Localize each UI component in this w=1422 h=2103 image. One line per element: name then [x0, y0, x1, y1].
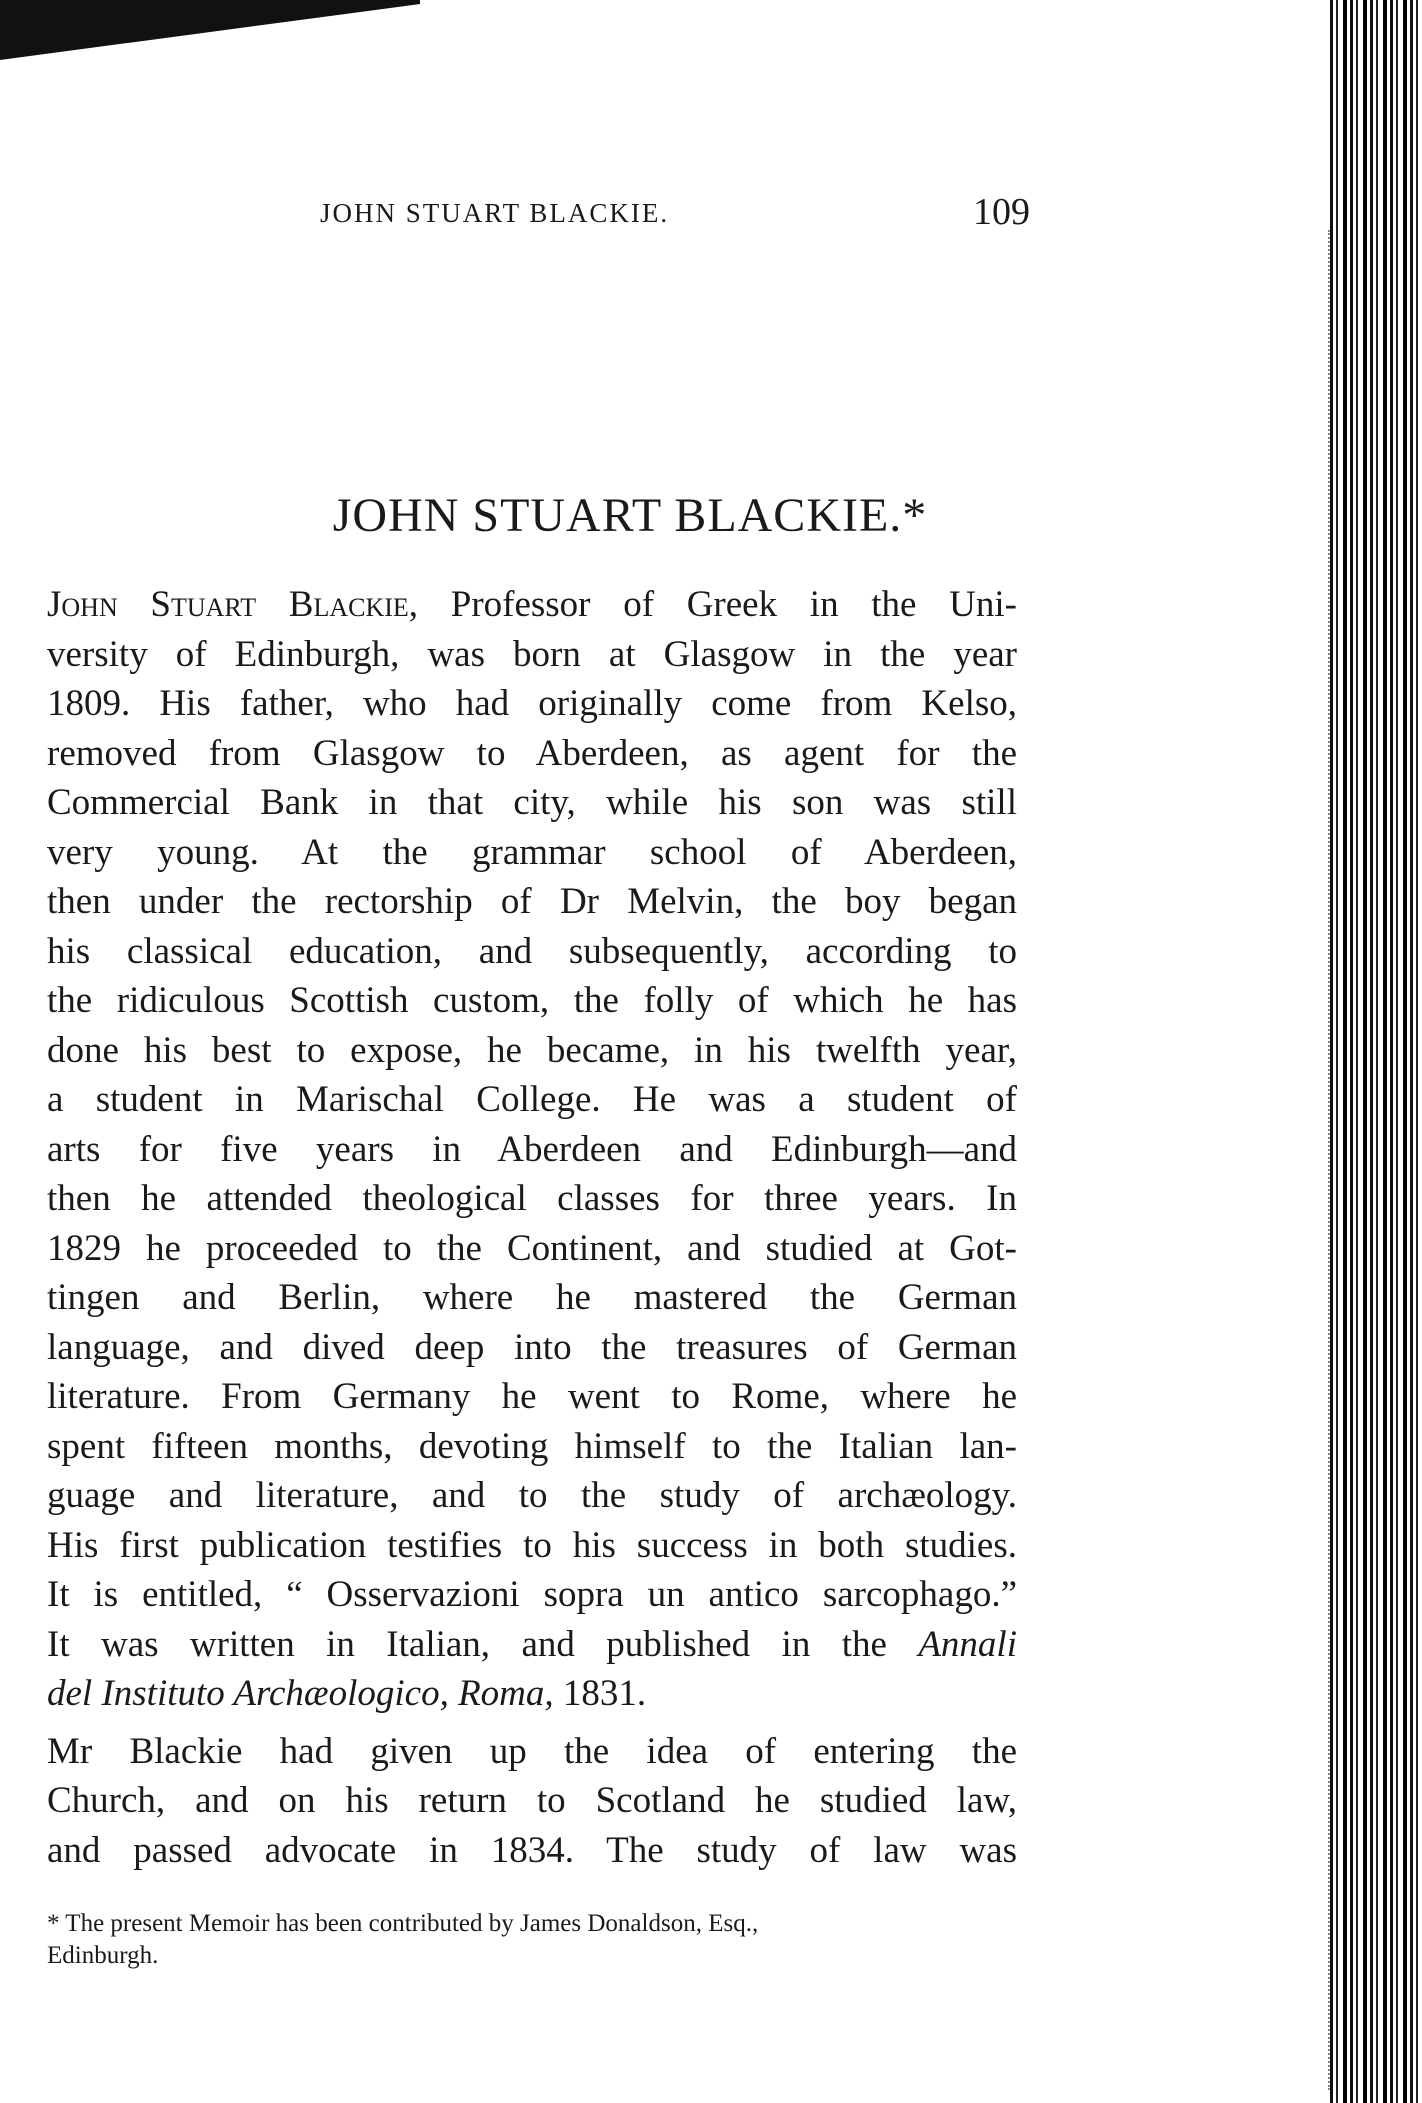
- text-line: His first publication testifies to his success in both studies.: [47, 1524, 1017, 1566]
- footnote-line: Edinburgh.: [47, 1942, 159, 1969]
- text-line: then he attended theological classes for three years. In: [47, 1178, 1017, 1219]
- body-text: [47, 580, 1017, 1875]
- text-line: 1829 he proceeded to the Continent, and studied at Got-: [47, 1227, 1017, 1269]
- text-line: [47, 1620, 1017, 1670]
- running-head-title: JOHN STUART BLACKIE.: [320, 198, 670, 228]
- text-line: removed from Glasgow to Aberdeen, as agent for the: [47, 732, 1017, 774]
- chapter-title: JOHN STUART BLACKIE.*: [332, 489, 928, 542]
- text-line: tingen and Berlin, where he mastered the German: [47, 1277, 1017, 1318]
- journal-title: Annali: [918, 1623, 1017, 1665]
- text-line-rest: Professor of Greek in the Uni-: [418, 584, 1017, 625]
- text-line: very young. At the grammar school of Aberdeen,: [47, 831, 1017, 873]
- text-line: a student in Marischal College. He was a student of: [47, 1079, 1017, 1120]
- text-line-prefix: It was written in Italian, and published in the: [47, 1623, 919, 1665]
- page-number: 109: [973, 191, 1030, 233]
- journal-title-cont: del Instituto Archæologico, Roma,: [47, 1673, 554, 1714]
- book-spine-edge: [1330, 0, 1422, 2103]
- running-head: [320, 190, 1030, 240]
- lead-name: John Stuart Blackie,: [47, 584, 419, 625]
- scan-shadow-mark: [0, 0, 420, 70]
- text-line: 1809. His father, who had originally come from Kelso,: [47, 683, 1017, 724]
- footnote-line: * The present Memoir has been contributed by James Donaldson, Esq.,: [47, 1910, 759, 1937]
- text-line: versity of Edinburgh, was born at Glasgow in the year: [47, 633, 1017, 675]
- text-line: the ridiculous Scottish custom, the folly of which he has: [47, 980, 1017, 1021]
- text-line: spent fifteen months, devoting himself to the Italian lan-: [47, 1425, 1017, 1467]
- text-line: It is entitled, “ Osservazioni sopra un antico sarcophago.”: [47, 1574, 1017, 1615]
- text-line: arts for five years in Aberdeen and Edinburgh—and: [47, 1128, 1017, 1170]
- text-line: literature. From Germany he went to Rome, where he: [47, 1376, 1017, 1417]
- text-line: [47, 580, 1017, 630]
- text-line: guage and literature, and to the study of archæology.: [47, 1475, 1017, 1516]
- page-edge-shadow: [1328, 230, 1330, 2090]
- text-line: done his best to expose, he became, in his twelfth year,: [47, 1029, 1017, 1071]
- text-line: Commercial Bank in that city, while his son was still: [47, 782, 1017, 823]
- text-line: Church, and on his return to Scotland he studied law,: [47, 1780, 1017, 1821]
- text-line: and passed advocate in 1834. The study of law was: [47, 1829, 1017, 1871]
- text-line: language, and dived deep into the treasures of German: [47, 1326, 1017, 1368]
- text-line: then under the rectorship of Dr Melvin, the boy began: [47, 881, 1017, 922]
- text-line: [47, 1669, 1017, 1719]
- text-line: his classical education, and subsequently, according to: [47, 930, 1017, 972]
- text-line: Mr Blackie had given up the idea of entering the: [47, 1730, 1017, 1772]
- text-line-rest: 1831.: [553, 1673, 647, 1714]
- footnote: [47, 1908, 1017, 1972]
